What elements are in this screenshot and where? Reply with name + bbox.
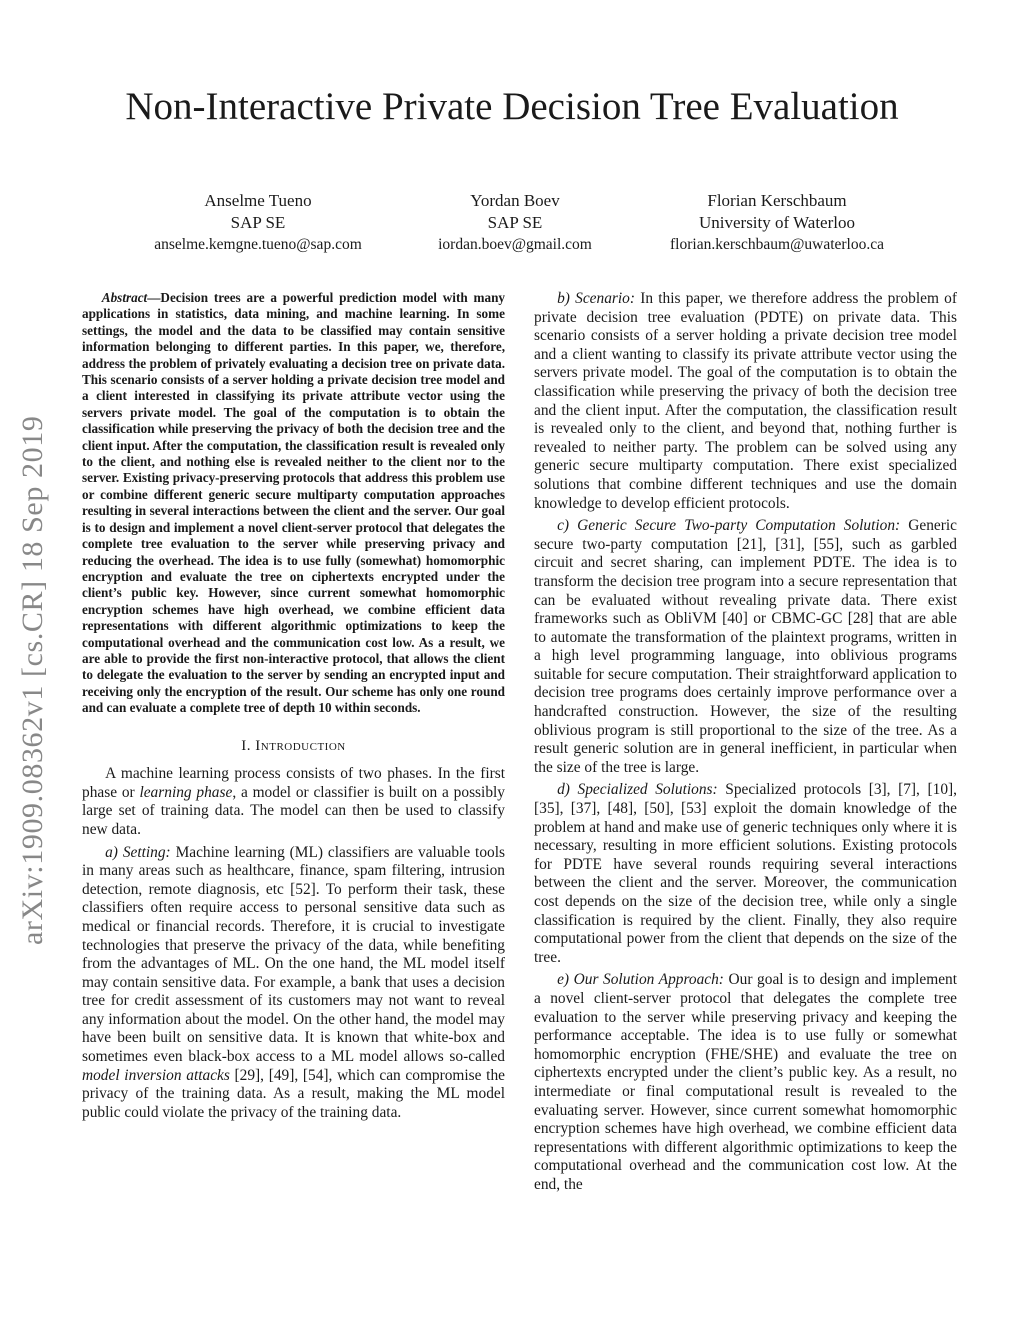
author-affiliation: SAP SE	[230, 213, 286, 232]
author-block	[365, 190, 665, 256]
paragraph-heading: e) Our Solution Approach:	[557, 971, 724, 989]
solution-approach-paragraph: e) Our Solution Approach: Our goal is to design and implement a novel client-server protocol that delegates the complete tree evaluation to the server while preserving privacy and keeping the performance acceptable. The idea is to use fully or somewhat homomorphic encryption (FHE/SHE) and evaluate the tree on ciphertexts encrypted under the client’s public key. As a result, no intermediate or final computational result is revealed to the evaluating server. However, since current somewhat homomorphic encryption schemes have high overhead, we combine efficient data representations with different algorithmic optimizations to keep the computational overhead and the communication cost low. At the end, the	[534, 971, 957, 1193]
author-email: florian.kerschbaum@uwaterloo.ca	[670, 236, 884, 253]
author-block	[108, 190, 408, 256]
author-email: iordan.boev@gmail.com	[438, 236, 592, 253]
section-heading: I. Introduction	[241, 737, 346, 754]
specialized-solutions-paragraph: d) Specialized Solutions: Specialized protocols [3], [7], [10], [35], [37], [48], [50], [53] exploit the domain knowledge of the problem at hand and make use of generic techniques only where it is necessary, resulting in more efficient solutions. Existing protocols for PDTE have several rounds requiring several interactions between the client and the server. Moreover, the communication cost depends on the size of the decision tree, while only a single classification is required by the client. Finally, they also require computational power from the client that depends on the size of the tree.	[534, 781, 957, 966]
paragraph-heading: b) Scenario:	[557, 290, 635, 307]
paragraph-heading: d) Specialized Solutions:	[557, 781, 718, 799]
author-email: anselme.kemgne.tueno@sap.com	[154, 236, 362, 253]
setting-paragraph: a) Setting: Machine learning (ML) classifiers are valuable tools in many areas such as healthcare, finance, spam filtering, intrusion detection, remote diagnosis, etc [52]. To perform their task, these classifiers often require access to personal sensitive data such as medical or financial records. Therefore, it is crucial to investigate technologies that preserve the privacy of the data, while benefiting from the advantages of ML. On the one hand, the ML model itself may contain sensitive data. For example, a bank that uses a decision tree for credit assessment of its customers may not want to reveal any information about the model. On the other hand, the model may have been built on sensitive data. It is known that white-box and sometimes even black-box access to a ML model allows so-called model inversion attacks [29], [49], [54], which can compromise the privacy of the training data. As a result, making the ML model public could violate the privacy of the training data.	[82, 843, 505, 1121]
author-affiliation: SAP SE	[487, 213, 543, 232]
arxiv-identifier: arXiv:1909.08362v1 [cs.CR] 18 Sep 2019	[16, 415, 49, 945]
paragraph-heading: c) Generic Secure Two-party Computation Solution:	[557, 517, 901, 535]
abstract-text: —Decision trees are a powerful prediction model with many applications in statistics, data mining, and machine learning. In some settings, the model and the data to be classified may contain sensitive information belonging to different parties. In this paper, we, therefore, address the problem of privately evaluating a decision tree on private data. This scenario consists of a server holding a private decision tree model and a client interested in classifying its private attribute vector using the servers private model. The goal of the computation is to obtain the classification while preserving the privacy of both the decision tree and the client input. After the computation, the classification result is revealed only to the client, and nothing else is revealed neither to the client nor to the server. Existing privacy-preserving protocols that address this problem use or combine different generic secure multiparty computation approaches resulting in several interactions between the client and the server. Our goal is to design and implement a novel client-server protocol that delegates the complete tree evaluation to the server while preserving privacy and reducing the overhead. The idea is to use fully (somewhat) homomorphic encryption and evaluate the tree on ciphertexts encrypted under the client’s public key. However, since current somewhat homomorphic encryption schemes have high overhead, we combine efficient data representations with different algorithmic optimizations to keep the computational overhead and the communication cost low. As a result, we are able to provide the first non-interactive protocol, that allows the client to delegate the evaluation to the server by sending an encrypted input and receiving only the encryption of the result. Our scheme has only one round and can evaluate a complete tree of depth 10 within seconds.	[82, 290, 505, 716]
generic-solution-paragraph: c) Generic Secure Two-party Computation Solution: Generic secure two-party computation [21], [31], [55], such as garbled circuit and secret sharing, can implement PDTE. The idea is to transform the decision tree program into a secure representation that can be evaluated without revealing private data. There exist frameworks such as ObliVM [40] or CBMC-GC [28] that are able to automate the transformation of the plaintext programs, written in a high level programming language, into oblivious programs suitable for secure computation. Their straightforward application to decision tree programs does certainly improve performance over a handcrafted construction. However, the size of the resulting oblivious program is still proportional to the size of the tree. As a result generic solution are in general inefficient, in particular when the size of the tree is large.	[534, 517, 957, 776]
author-name: Florian Kerschbaum	[707, 191, 847, 210]
abstract-label: Abstract	[101, 290, 148, 305]
author-affiliation: University of Waterloo	[698, 213, 855, 232]
intro-paragraph: A machine learning process consists of two phases. In the first phase or learning phase, a model or classifier is built on a possibly large set of training data. The model can then be used to classify new data.	[82, 765, 505, 838]
author-block	[627, 190, 927, 256]
left-column	[82, 290, 505, 1122]
abstract	[82, 290, 505, 717]
author-name: Anselme Tueno	[204, 191, 312, 210]
scenario-paragraph: b) Scenario: In this paper, we therefore address the problem of private decision tree evaluation (PDTE) on private data. This scenario consists of a server holding a private decision tree model and a client wanting to classify its private attribute vector using the servers private model. The goal of the computation is to obtain the classification while preserving the privacy of both the decision tree and the client input. After the computation, the classification result is revealed only to the client, and beyond that, nothing further is revealed to neither party. The problem can be solved using any generic secure multiparty computation. There exist specialized solutions that combine different techniques and use the domain knowledge to develop efficient protocols.	[534, 290, 957, 512]
section-title: Introduction	[255, 737, 346, 754]
paragraph-heading: a) Setting:	[105, 843, 171, 861]
right-column	[534, 290, 957, 1195]
author-name: Yordan Boev	[470, 191, 560, 210]
paper-title: Non-Interactive Private Decision Tree Evaluation	[125, 85, 899, 128]
